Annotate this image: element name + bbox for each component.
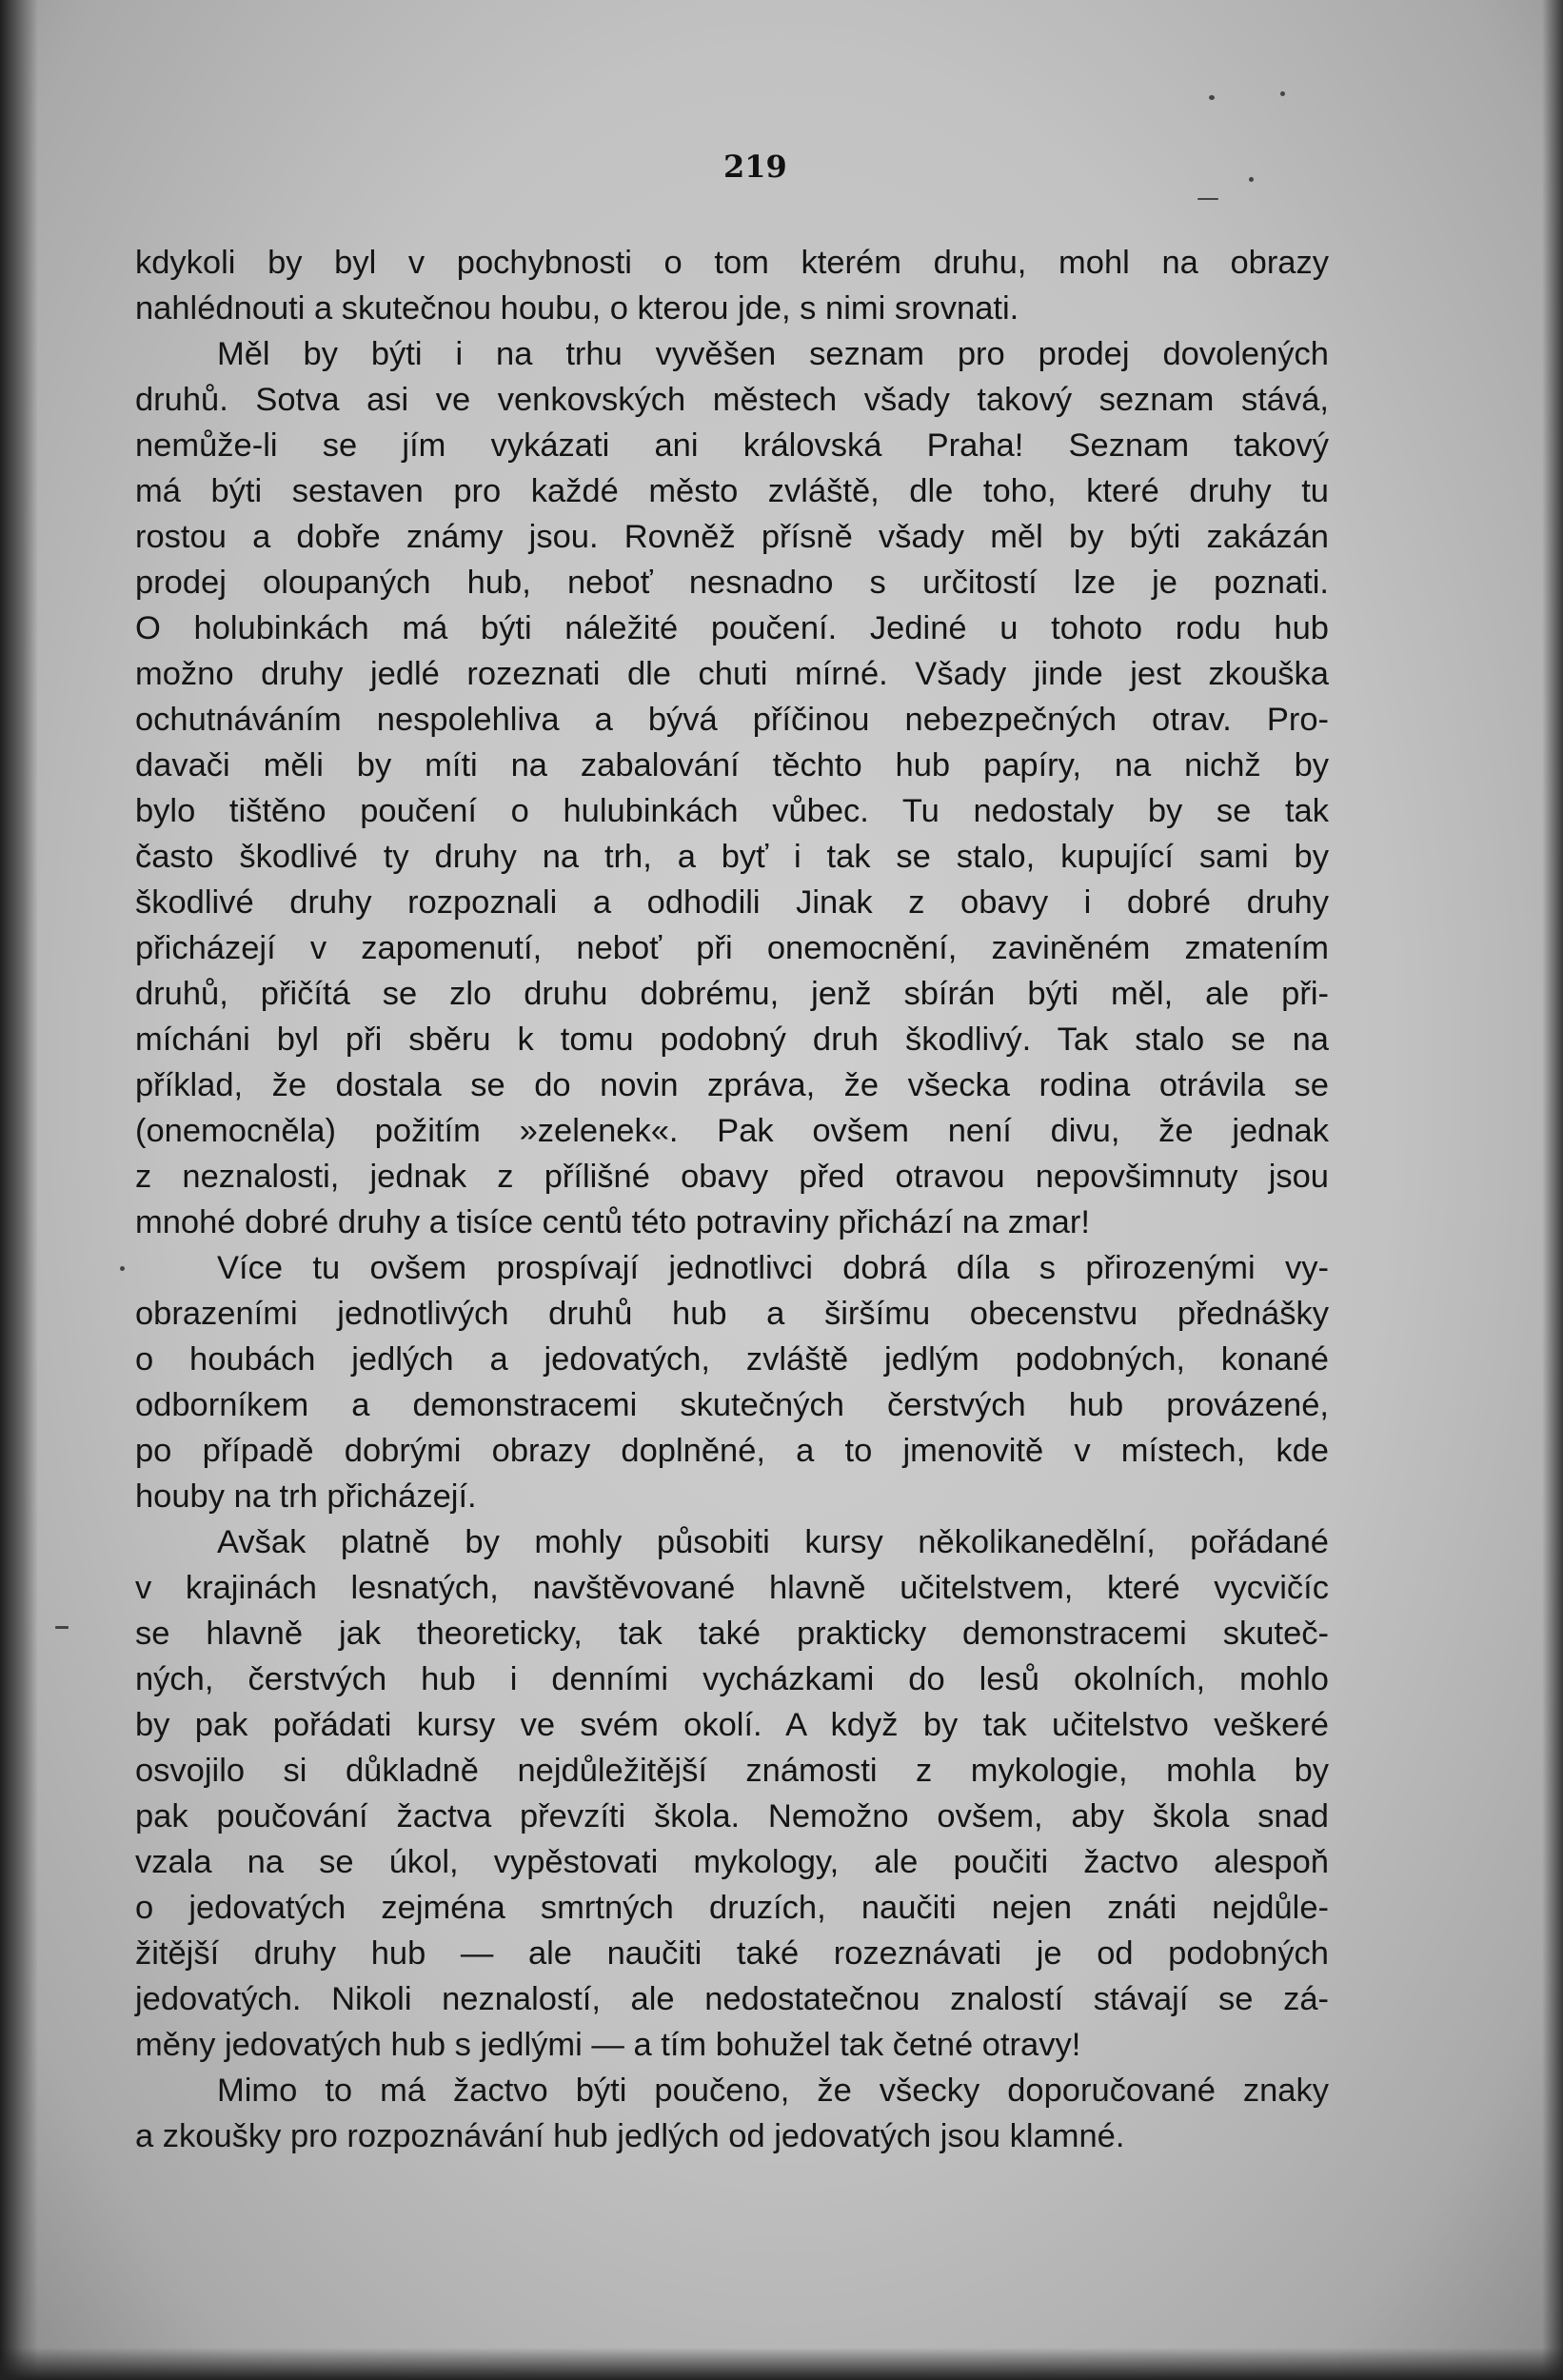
speck — [120, 1266, 125, 1271]
body-text — [135, 240, 1329, 2159]
text-line: vzala na se úkol, vypěstovati mykology, ale poučiti žactvo alespoň — [135, 1844, 1329, 1880]
text-line: má býti sestaven pro každé město zvláště, dle toho, které druhy tu — [135, 473, 1329, 509]
text-line: obrazeními jednotlivých druhů hub a širšímu obecenstvu přednášky — [135, 1296, 1329, 1332]
text-line: ných, čerstvých hub i denními vycházkami do lesů okolních, mohlo — [135, 1661, 1329, 1697]
text-line: možno druhy jedlé rozeznati dle chuti mírné. Všady jinde jest zkouška — [135, 656, 1329, 692]
text-line: z neznalosti, jednak z přílišné obavy před otravou nepovšimnuty jsou — [135, 1159, 1329, 1195]
page-edge-shadow-right — [1542, 0, 1563, 2380]
text-line: odborníkem a demonstracemi skutečných čerstvých hub provázené, — [135, 1387, 1329, 1423]
text-line: bylo tištěno poučení o hulubinkách vůbec. Tu nedostaly by se tak — [135, 793, 1329, 829]
text-line: druhů, přičítá se zlo druhu dobrému, jenž sbírán býti měl, ale při- — [135, 976, 1329, 1012]
page-number: 219 — [723, 149, 787, 185]
speck — [1197, 198, 1218, 200]
text-line: houby na trh přicházejí. — [135, 1478, 477, 1515]
text-line: davači měli by míti na zabalování těchto hub papíry, na nichž by — [135, 747, 1329, 783]
text-line: nahlédnouti a skutečnou houbu, o kterou jde, s nimi srovnati. — [135, 290, 1019, 327]
text-line: Mimo to má žactvo býti poučeno, že všecky doporučované znaky — [217, 2073, 1329, 2109]
text-line: a zkoušky pro rozpoznávání hub jedlých od jedovatých jsou klamné. — [135, 2118, 1125, 2154]
speck — [1280, 91, 1285, 96]
text-line: by pak pořádati kursy ve svém okolí. A když by tak učitelstvo veškeré — [135, 1707, 1329, 1743]
text-line: žitější druhy hub — ale naučiti také rozeznávati je od podobných — [135, 1935, 1329, 1972]
text-line: ochutnáváním nespolehliva a bývá příčinou nebezpečných otrav. Pro- — [135, 702, 1329, 738]
text-line: příklad, že dostala se do novin zpráva, že všecka rodina otrávila se — [135, 1067, 1329, 1103]
text-line: o houbách jedlých a jedovatých, zvláště jedlým podobných, konané — [135, 1341, 1329, 1378]
text-line: po případě dobrými obrazy doplněné, a to jmenovitě v místech, kde — [135, 1433, 1329, 1469]
text-line: prodej oloupaných hub, neboť nesnadno s určitostí lze je poznati. — [135, 565, 1329, 601]
text-line: druhů. Sotva asi ve venkovských městech všady takový seznam stává, — [135, 382, 1329, 418]
text-line: Měl by býti i na trhu vyvěšen seznam pro prodej dovolených — [217, 336, 1329, 372]
text-line: mnohé dobré druhy a tisíce centů této potraviny přichází na zmar! — [135, 1204, 1090, 1240]
speck — [1249, 177, 1254, 182]
text-line: osvojilo si důkladně nejdůležitější známosti z mykologie, mohla by — [135, 1753, 1329, 1789]
text-line: se hlavně jak theoreticky, tak také prakticky demonstracemi skuteč- — [135, 1616, 1329, 1652]
text-line: Avšak platně by mohly působiti kursy několikanedělní, pořádané — [217, 1524, 1329, 1560]
text-line: (onemocněla) požitím »zelenek«. Pak ovšem není divu, že jednak — [135, 1113, 1329, 1149]
page-edge-shadow-left — [0, 0, 38, 2380]
text-line: Více tu ovšem prospívají jednotlivci dobrá díla s přirozenými vy- — [217, 1250, 1329, 1286]
text-line: mícháni byl při sběru k tomu podobný druh škodlivý. Tak stalo se na — [135, 1021, 1329, 1058]
text-line: v krajinách lesnatých, navštěvované hlavně učitelstvem, které vycvičíc — [135, 1570, 1329, 1606]
text-line: pak poučování žactva převzíti škola. Nemožno ovšem, aby škola snad — [135, 1798, 1329, 1835]
speck — [55, 1626, 69, 1629]
text-line: nemůže-li se jím vykázati ani královská Praha! Seznam takový — [135, 427, 1329, 464]
text-line: O holubinkách má býti náležité poučení. Jediné u tohoto rodu hub — [135, 610, 1329, 646]
text-line: škodlivé druhy rozpoznali a odhodili Jinak z obavy i dobré druhy — [135, 884, 1329, 921]
speck — [1209, 95, 1215, 100]
page-edge-shadow-bottom — [0, 2348, 1563, 2380]
text-line: kdykoli by byl v pochybnosti o tom kterém druhu, mohl na obrazy — [135, 245, 1329, 281]
text-line: často škodlivé ty druhy na trh, a byť i tak se stalo, kupující sami by — [135, 839, 1329, 875]
text-line: rostou a dobře známy jsou. Rovněž přísně všady měl by býti zakázán — [135, 519, 1329, 555]
text-line: o jedovatých zejména smrtných druzích, naučiti nejen znáti nejdůle- — [135, 1890, 1329, 1926]
text-line: měny jedovatých hub s jedlými — a tím bohužel tak četné otravy! — [135, 2027, 1081, 2063]
text-line: jedovatých. Nikoli neznalostí, ale nedostatečnou znalostí stávají se zá- — [135, 1981, 1329, 2017]
text-line: přicházejí v zapomenutí, neboť při onemocnění, zaviněném zmatením — [135, 930, 1329, 966]
